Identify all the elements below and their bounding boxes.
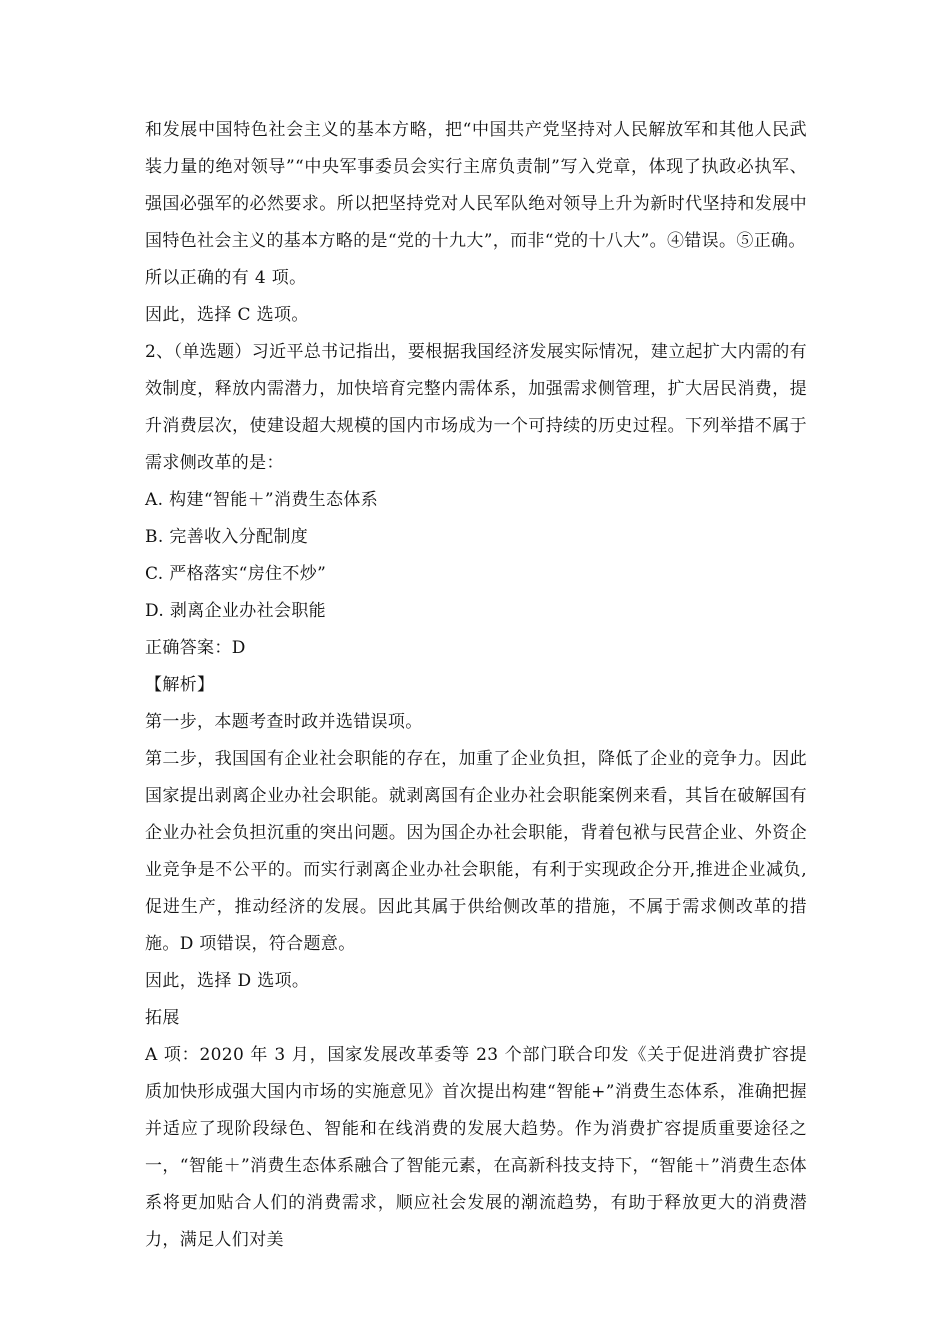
correct-answer: 正确答案：D [145,638,246,658]
option-b: B. 完善收入分配制度 [145,527,309,547]
paragraph-answer-d: 因此，选择 D 选项。 [145,971,310,991]
option-d: D. 剥离企业办社会职能 [145,601,327,621]
question-2-stem: 2、（单选题）习近平总书记指出，要根据我国经济发展实际情况，建立起扩大内需的有效制度，释放内需潜力，加快培育完整内需体系，加强需求侧管理，扩大居民消费，提升消费层次，使建设超大规模的国内市场成为一个可持续的历史过程。下列举措不属于需求侧改革的是： [145,342,807,473]
extension-heading: 拓展 [145,1008,180,1028]
paragraph-correct-count: 所以正确的有 4 项。 [145,268,307,288]
option-c: C. 严格落实“房住不炒” [145,564,327,584]
analysis-heading: 【解析】 [145,675,215,695]
document-body [145,112,807,1259]
analysis-step-2: 第二步，我国国有企业社会职能的存在，加重了企业负担，降低了企业的竞争力。因此国家提出剥离企业办社会职能。就剥离国有企业办社会职能案例来看，其旨在破解国有企业办社会负担沉重的突出问题。因为国企办社会职能，背着包袱与民营企业、外资企业竞争是不公平的。而实行剥离企业办社会职能，有利于实现政企分开,推进企业减负,促进生产，推动经济的发展。因此其属于供给侧改革的措施，不属于需求侧改革的措施。D 项错误，符合题意。 [145,749,807,954]
analysis-step-1: 第一步，本题考查时政并选错误项。 [145,712,423,732]
paragraph-party-leadership-explanation: 和发展中国特色社会主义的基本方略，把“中国共产党坚持对人民解放军和其他人民武装力量的绝对领导”“中央军事委员会实行主席负责制”写入党章，体现了执政必执军、强国必强军的必然要求。所以把坚持党对人民军队绝对领导上升为新时代坚持和发展中国特色社会主义的基本方略的是“党的十九大”，而非“党的十八大”。④错误。⑤正确。 [145,120,807,251]
option-a: A. 构建“智能＋”消费生态体系 [145,490,379,510]
extension-option-a: A 项：2020 年 3 月，国家发展改革委等 23 个部门联合印发《关于促进消费扩容提质加快形成强大国内市场的实施意见》首次提出构建“智能+”消费生态体系，准确把握并适应了现阶段绿色、智能和在线消费的发展大趋势。作为消费扩容提质重要途径之一，“智能＋”消费生态体系融合了智能元素，在高新科技支持下，“智能＋”消费生态体系将更加贴合人们的消费需求，顺应社会发展的潮流趋势，有助于释放更大的消费潜力，满足人们对美 [145,1045,807,1250]
paragraph-answer-c: 因此，选择 C 选项。 [145,305,309,325]
